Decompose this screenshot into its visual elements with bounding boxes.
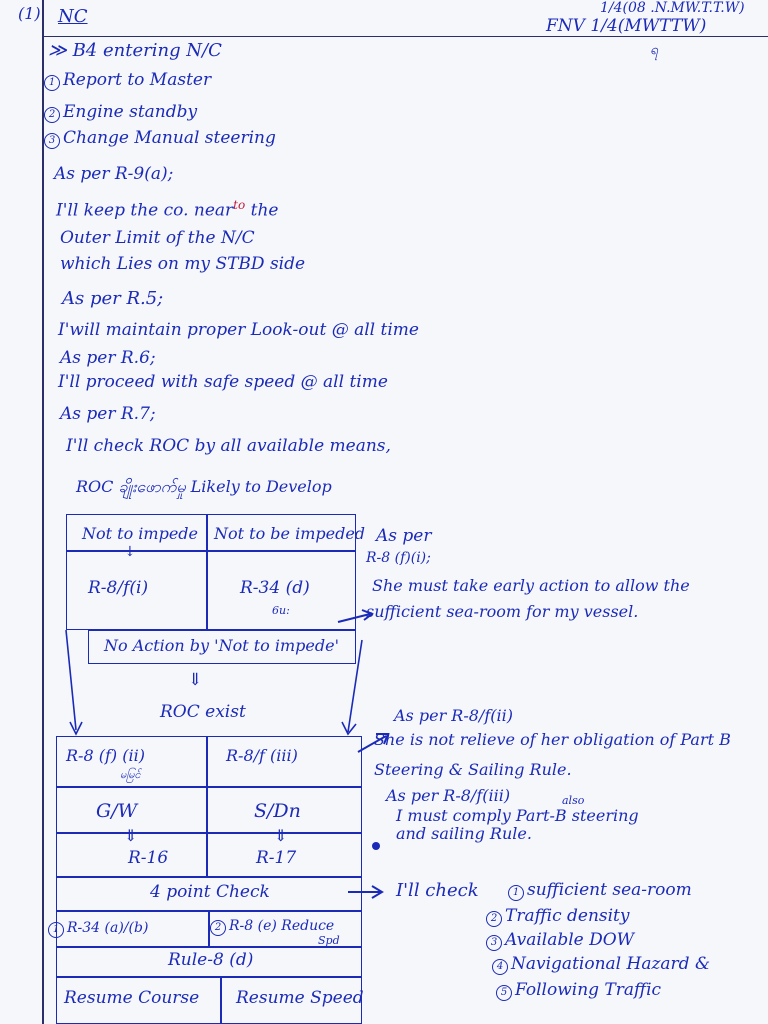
cell-not-to-impede: Not to impede bbox=[82, 524, 199, 543]
cell-r8-fii: R-8 (f) (ii) bbox=[66, 746, 145, 765]
flow-divider bbox=[56, 976, 362, 978]
note-3-item: 2 Traffic density bbox=[486, 906, 630, 927]
intro-item: 2 Engine standby bbox=[44, 102, 197, 123]
header-rule bbox=[42, 36, 768, 37]
flow-divider bbox=[56, 832, 362, 834]
cell-r34-d-sub: 6u: bbox=[272, 604, 290, 617]
note-2-title: As per R-8/f(ii) bbox=[394, 706, 513, 725]
roc-line: ROC ချိုးဖောက်မှု Likely to Develop bbox=[76, 477, 332, 496]
note-3-title: I'll check bbox=[396, 880, 479, 901]
header-code-3: ရ bbox=[650, 42, 659, 58]
cell-stand-on: S/Dn bbox=[254, 800, 301, 822]
note-1-ref: R-8 (f)(i); bbox=[366, 550, 431, 566]
header-code-2: FNV 1/4(MWTTW) bbox=[546, 16, 707, 36]
flow-divider bbox=[206, 736, 208, 876]
rule-9-title: As per R-9(a); bbox=[54, 164, 174, 184]
note-2-line-3: I must comply Part-B steering bbox=[396, 806, 639, 825]
arrow-right-icon bbox=[336, 606, 376, 630]
rule-5-title: As per R.5; bbox=[62, 288, 164, 309]
cell-r8-fi: R-8/f(i) bbox=[88, 578, 149, 598]
cell-r8-e-sub: Spd bbox=[318, 934, 340, 947]
note-1-line-2: sufficient sea-room for my vessel. bbox=[366, 602, 639, 621]
cell-r8-e: 2 R-8 (e) Reduce bbox=[210, 918, 334, 936]
four-point-check: 4 point Check bbox=[150, 882, 270, 902]
note-1-line-1: She must take early action to allow the bbox=[372, 576, 690, 595]
note-2-line-1: She is not relieve of her obligation of Part B bbox=[374, 730, 731, 749]
intro-heading: ≫ B4 entering N/C bbox=[48, 40, 222, 61]
flow-divider bbox=[220, 976, 222, 1024]
intro-item: 3 Change Manual steering bbox=[44, 128, 276, 149]
cell-r16: R-16 bbox=[128, 848, 169, 868]
ink-dot bbox=[372, 842, 380, 850]
rule-6-text: I'll proceed with safe speed @ all time bbox=[58, 372, 388, 392]
flow-divider bbox=[56, 946, 362, 948]
connector-arrows bbox=[40, 600, 380, 750]
rule-6-title: As per R.6; bbox=[60, 348, 156, 368]
intro-item: 1 Report to Master bbox=[44, 70, 211, 91]
double-arrow-down-icon: ⇓ bbox=[188, 670, 203, 690]
rule-9-line-1: I'll keep the co. near$^{to}$ the bbox=[56, 198, 279, 221]
double-arrow-down-icon: ⇓ bbox=[274, 826, 288, 845]
rule-9-line-2: Outer Limit of the N/C bbox=[60, 228, 255, 248]
page-number: (1) bbox=[18, 4, 41, 23]
cell-rule-8-d: Rule-8 (d) bbox=[168, 950, 254, 970]
roc-exist-label: ROC exist bbox=[160, 702, 246, 722]
no-action-text: No Action by 'Not to impede' bbox=[104, 636, 339, 655]
cell-r8-fii-sub: မမြင် bbox=[120, 768, 141, 781]
note-2-also: also bbox=[562, 794, 585, 807]
cell-not-to-be-impeded: Not to be impeded bbox=[214, 524, 366, 543]
arrow-right-icon bbox=[346, 882, 386, 902]
flow-divider bbox=[56, 876, 362, 878]
cell-r17: R-17 bbox=[256, 848, 297, 868]
note-3-item: 3 Available DOW bbox=[486, 930, 634, 951]
note-3-item: 5 Following Traffic bbox=[496, 980, 661, 1001]
note-3-item: 4 Navigational Hazard & bbox=[492, 954, 710, 975]
note-1-title: As per bbox=[376, 526, 432, 546]
note-3-item: 1 sufficient sea-room bbox=[508, 880, 692, 901]
flow-divider bbox=[66, 550, 356, 552]
cell-give-way: G/W bbox=[96, 800, 138, 822]
double-arrow-down-icon: ⇓ bbox=[124, 826, 138, 845]
rule-5-text: I'will maintain proper Look-out @ all time bbox=[58, 320, 419, 340]
note-2-line-4: and sailing Rule. bbox=[396, 824, 532, 843]
cell-r34-d: R-34 (d) bbox=[240, 578, 310, 598]
flow-lower-box bbox=[56, 736, 362, 1024]
arrow-down-icon: ↓ bbox=[124, 544, 136, 560]
arrow-right-icon bbox=[354, 728, 394, 758]
margin-line bbox=[42, 0, 44, 1024]
header-code-1: 1/4(08 .N.MW.T.T.W) bbox=[600, 0, 745, 16]
flow-divider bbox=[56, 786, 362, 788]
cell-r34-ab: 1 R-34 (a)/(b) bbox=[48, 920, 148, 938]
note-2-ref: As per R-8/f(iii) bbox=[386, 786, 511, 805]
cell-r8-fiii: R-8/f (iii) bbox=[226, 746, 298, 765]
note-2-line-2: Steering & Sailing Rule. bbox=[374, 760, 572, 779]
cell-resume-course: Resume Course bbox=[64, 988, 200, 1008]
rule-7-text: I'll check ROC by all available means, bbox=[66, 436, 391, 456]
rule-7-title: As per R.7; bbox=[60, 404, 156, 424]
page-title: NC bbox=[58, 6, 88, 27]
cell-resume-speed: Resume Speed bbox=[236, 988, 364, 1008]
rule-9-line-3: which Lies on my STBD side bbox=[60, 254, 306, 274]
